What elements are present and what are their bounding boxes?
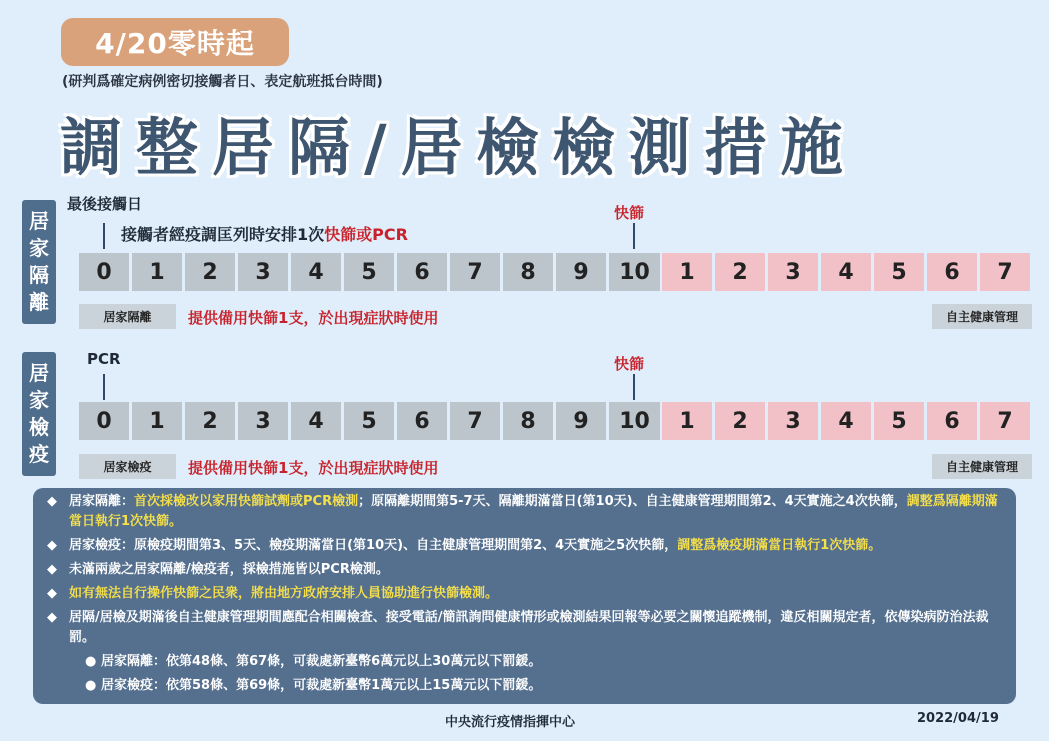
day-cell: 2 — [185, 253, 235, 291]
day-cell: 1 — [132, 402, 182, 440]
bullet-text-part: 居家檢疫：原檢疫期間第3、5天、檢疫期滿當日(第10天)、自主健康管理期間第2、4天實施之5次快篩， — [69, 538, 678, 553]
health-day-cell: 1 — [662, 402, 712, 440]
isolation-side-char: 離 — [29, 290, 49, 314]
day-cell: 5 — [344, 253, 394, 291]
last-contact-label: 最後接觸日 — [67, 195, 143, 213]
day-zero-marker — [103, 223, 105, 249]
day-cell: 2 — [185, 402, 235, 440]
quarantine-tag: 居家檢疫 — [79, 454, 176, 479]
quarantine-day-ten-marker — [633, 374, 635, 400]
health-day-cell: 3 — [768, 402, 818, 440]
arrange-test-text: 接觸者經疫調匡列時安排1次 — [121, 225, 325, 244]
isolation-timeline — [79, 253, 1033, 291]
health-day-cell: 3 — [768, 253, 818, 291]
bullet-item — [47, 536, 1002, 556]
day-cell: 0 — [79, 402, 129, 440]
day-cell: 1 — [132, 253, 182, 291]
penalty-item — [47, 652, 1002, 672]
health-day-cell: 2 — [715, 402, 765, 440]
bullet-text: 居隔/居檢及期滿後自主健康管理期間應配合相關檢查、接受電話/簡訊詢問健康情形或檢測結果回報等必要之關懷追蹤機制，違反相關規定者，依傳染病防治法裁罰。 — [69, 610, 989, 645]
day-cell: 5 — [344, 402, 394, 440]
start-date-badge: 4/20零時起 — [61, 18, 289, 66]
day-cell: 10 — [609, 402, 660, 440]
health-day-cell: 4 — [821, 402, 871, 440]
diamond-icon: ◆ — [47, 494, 57, 509]
day-cell: 9 — [556, 402, 606, 440]
isolation-side-char: 隔 — [29, 263, 49, 287]
day-cell: 7 — [450, 253, 500, 291]
health-day-cell: 5 — [874, 402, 924, 440]
footer-org: 中央流行疫情指揮中心 — [445, 715, 576, 730]
bullet-text: 未滿兩歲之居家隔離/檢疫者，採檢措施皆以PCR檢測。 — [69, 562, 389, 577]
isolation-health-tag: 自主健康管理 — [932, 304, 1032, 329]
bullet-highlight: 調整爲隔離期滿當日執行1次快篩。 — [69, 494, 998, 529]
quarantine-side-char: 疫 — [29, 442, 49, 466]
health-day-cell: 2 — [715, 253, 765, 291]
health-day-cell: 6 — [927, 253, 977, 291]
arrange-test-label — [121, 222, 408, 245]
health-day-cell: 5 — [874, 253, 924, 291]
quarantine-rapid-label: 快篩 — [614, 355, 645, 373]
day-cell: 3 — [238, 253, 288, 291]
header-note: (研判爲確定病例密切接觸者日、表定航班抵台時間) — [62, 74, 383, 90]
diamond-icon: ◆ — [47, 586, 57, 601]
day-cell: 6 — [397, 402, 447, 440]
bullet-dot-icon: ● — [85, 678, 97, 693]
penalty-item — [47, 676, 1002, 696]
isolation-side-label — [22, 200, 56, 324]
penalty-text: 居家隔離：依第48條、第67條，可裁處新臺幣6萬元以上30萬元以下罰鍰。 — [101, 654, 542, 669]
diamond-icon: ◆ — [47, 538, 57, 553]
diamond-icon: ◆ — [47, 610, 57, 625]
bullet-dot-icon: ● — [85, 654, 97, 669]
quarantine-provide-text: 提供備用快篩1支，於出現症狀時使用 — [188, 459, 439, 477]
isolation-provide-text: 提供備用快篩1支，於出現症狀時使用 — [188, 309, 439, 327]
arrange-test-red: 快篩或PCR — [324, 225, 408, 244]
isolation-side-char: 居 — [29, 209, 49, 233]
health-day-cell: 7 — [980, 253, 1030, 291]
health-day-cell: 7 — [980, 402, 1030, 440]
quarantine-side-char: 檢 — [29, 415, 49, 439]
quarantine-health-tag: 自主健康管理 — [932, 454, 1032, 479]
bullet-text-part: 居家隔離： — [69, 494, 135, 509]
day-cell: 9 — [556, 253, 606, 291]
day-cell: 10 — [609, 253, 660, 291]
health-day-cell: 6 — [927, 402, 977, 440]
day-cell: 0 — [79, 253, 129, 291]
bullet-text — [69, 492, 1002, 532]
bullet-item — [47, 608, 1002, 648]
day-cell: 8 — [503, 253, 553, 291]
isolation-tag: 居家隔離 — [79, 304, 176, 329]
pcr-marker — [103, 374, 105, 400]
health-day-cell: 4 — [821, 253, 871, 291]
day-cell: 8 — [503, 402, 553, 440]
quarantine-side-label — [22, 352, 56, 476]
penalty-text: 居家檢疫：依第58條、第69條，可裁處新臺幣1萬元以上15萬元以下罰鍰。 — [101, 678, 542, 693]
health-day-cell: 1 — [662, 253, 712, 291]
bullet-text: 如有無法自行操作快篩之民衆，將由地方政府安排人員協助進行快篩檢測。 — [69, 586, 499, 601]
isolation-side-char: 家 — [29, 236, 49, 260]
bullet-text — [69, 536, 1002, 556]
quarantine-side-char: 居 — [29, 361, 49, 385]
page-title: 調整居隔/居檢檢測措施 — [60, 111, 857, 184]
info-box — [33, 488, 1016, 704]
bullet-highlight: 首次採檢改以家用快篩試劑或PCR檢測 — [134, 494, 359, 509]
day-cell: 4 — [291, 253, 341, 291]
day-ten-marker — [633, 223, 635, 249]
bullet-item — [47, 492, 1002, 532]
bullet-item — [47, 584, 1002, 604]
day-cell: 4 — [291, 402, 341, 440]
quarantine-side-char: 家 — [29, 388, 49, 412]
day-cell: 3 — [238, 402, 288, 440]
quarantine-timeline — [79, 402, 1033, 440]
bullet-text-part: ；原隔離期間第5-7天、隔離期滿當日(第10天)、自主健康管理期間第2、4天實施之4次快篩， — [358, 494, 907, 509]
bullet-item — [47, 560, 1002, 580]
day-cell: 6 — [397, 253, 447, 291]
bullet-highlight: 調整爲檢疫期滿當日執行1次快篩。 — [677, 538, 882, 553]
footer-date: 2022/04/19 — [917, 711, 999, 726]
isolation-rapid-label: 快篩 — [614, 204, 645, 222]
day-cell: 7 — [450, 402, 500, 440]
pcr-label: PCR — [87, 350, 121, 368]
diamond-icon: ◆ — [47, 562, 57, 577]
